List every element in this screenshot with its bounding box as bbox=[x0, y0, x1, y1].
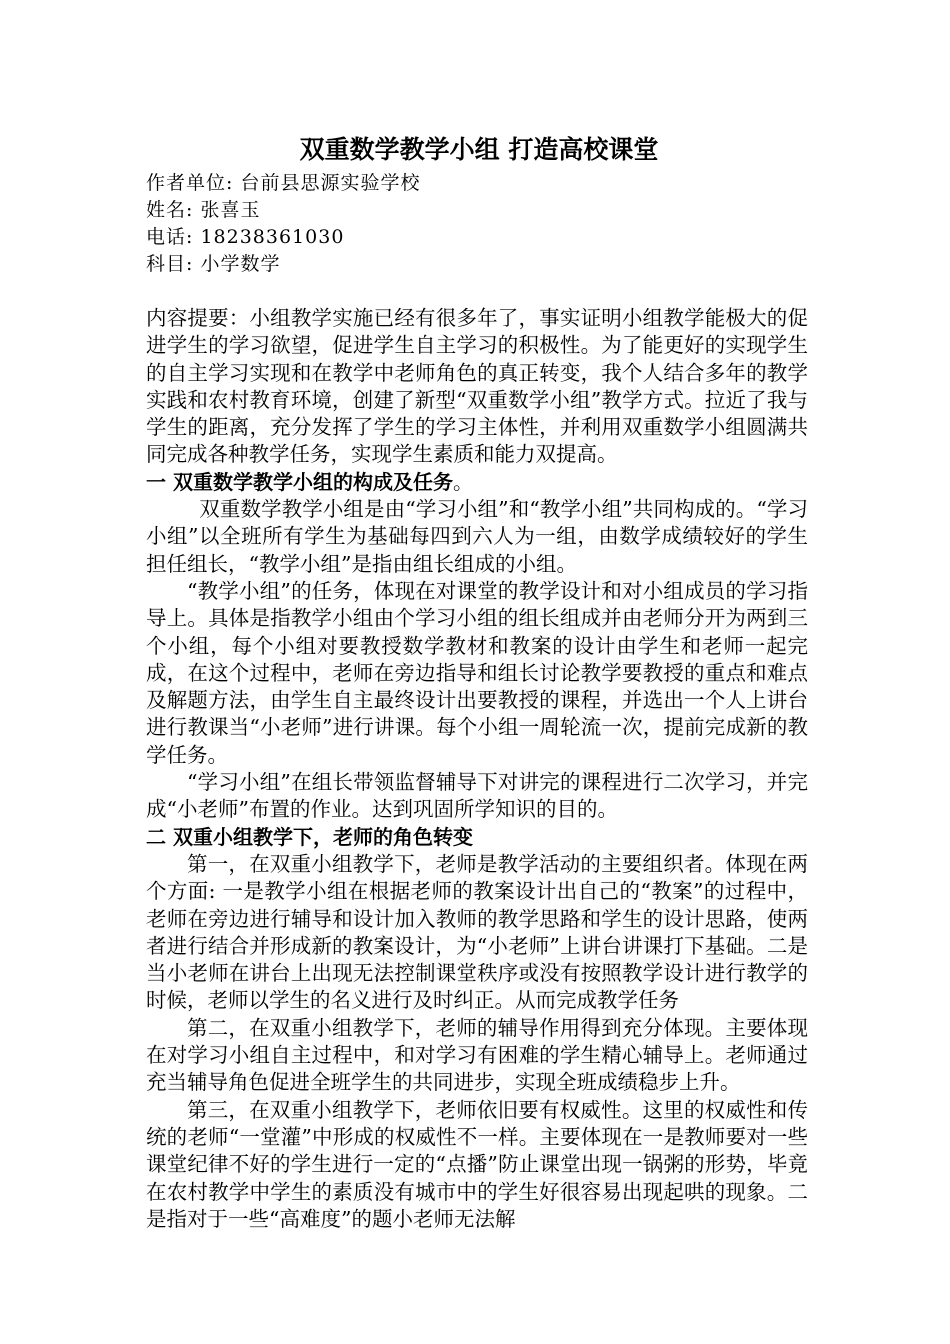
section1-paragraph: 双重数学教学小组是由“学习小组”和“教学小组”共同构成的。“学习小组”以全班所有学生为基础每四到六人为一组，由数学成绩较好的学生担任组长，“教学小组”是指由组长组成的小组。 bbox=[146, 497, 808, 576]
section-heading-1-suffix: 。 bbox=[452, 469, 473, 494]
author-name: 姓名: 张喜玉 bbox=[146, 199, 261, 221]
subject: 科目: 小学数学 bbox=[146, 253, 281, 275]
author-phone: 电话: 18238361030 bbox=[146, 226, 345, 248]
abstract: 内容提要：小组教学实施已经有很多年了，事实证明小组教学能极大的促进学生的学习欲望，促进学生自主学习的积极性。为了能更好的实现学生的自主学习实现和在教学中老师角色的真正转变，我个人结合多年的教学实践和农村教育环境，创建了新型“双重数学小组”教学方式。拉近了我与学生的距离，充分发挥了学生的学习主体性，并利用双重数学小组圆满共同完成各种教学任务，实现学生素质和能力双提高。 bbox=[146, 306, 808, 467]
section-heading-2: 二 双重小组教学下，老师的角色转变 bbox=[146, 824, 473, 849]
section1-paragraph: “学习小组”在组长带领监督辅导下对讲完的课程进行二次学习，并完成“小老师”布置的作业。达到巩固所学知识的目的。 bbox=[146, 770, 808, 822]
spacer bbox=[146, 278, 808, 305]
section1-paragraph: “教学小组”的任务，体现在对课堂的教学设计和对小组成员的学习指导上。具体是指教学小组由个学习小组的组长组成并由老师分开为两到三个小组，每个小组对要教授数学教材和教案的设计由学生和老师一起完成，在这个过程中，老师在旁边指导和组长讨论教学要教授的重点和难点及解题方法，由学生自主最终设计出要教授的课程，并选出一个人上讲台进行教课当“小老师”进行讲课。每个小组一周轮流一次，提前完成新的教学任务。 bbox=[146, 578, 808, 767]
section2-paragraph: 第二，在双重小组教学下，老师的辅导作用得到充分体现。主要体现在对学习小组自主过程中，和对学习有困难的学生精心辅导上。老师通过充当辅导角色促进全班学生的共同进步，实现全班成绩稳步上升。 bbox=[146, 1015, 808, 1095]
author-unit: 作者单位: 台前县思源实验学校 bbox=[146, 172, 421, 194]
section2-paragraph: 第三，在双重小组教学下，老师依旧要有权威性。这里的权威性和传统的老师“一堂灌”中形成的权威性不一样。主要体现在一是教师要对一些课堂纪律不好的学生进行一定的“点播”防止课堂出现一锅粥的形势，毕竟在农村教学中学生的素质没有城市中的学生好很容易出现起哄的现象。二是指对于一些“高难度”的题小老师无法解 bbox=[146, 1097, 808, 1231]
section-heading-1-text: 一 双重数学教学小组的构成及任务 bbox=[146, 469, 453, 494]
document-title: 双重数学教学小组 打造高校课堂 bbox=[299, 135, 659, 164]
section2-paragraph: 第一，在双重小组教学下，老师是教学活动的主要组织者。体现在两个方面: 一是教学小组在根据老师的教案设计出自己的“教案”的过程中，老师在旁边进行辅导和设计加入教师的教学思路和学生的设计思路，使两者进行结合并形成新的教案设计，为“小老师”上讲台讲课打下基础。二是当小老师在讲台上出现无法控制课堂秩序或没有按照教学设计进行教学的时候，老师以学生的名义进行及时纠正。从而完成教学任务 bbox=[146, 851, 808, 1013]
section-heading-1 bbox=[146, 469, 808, 496]
